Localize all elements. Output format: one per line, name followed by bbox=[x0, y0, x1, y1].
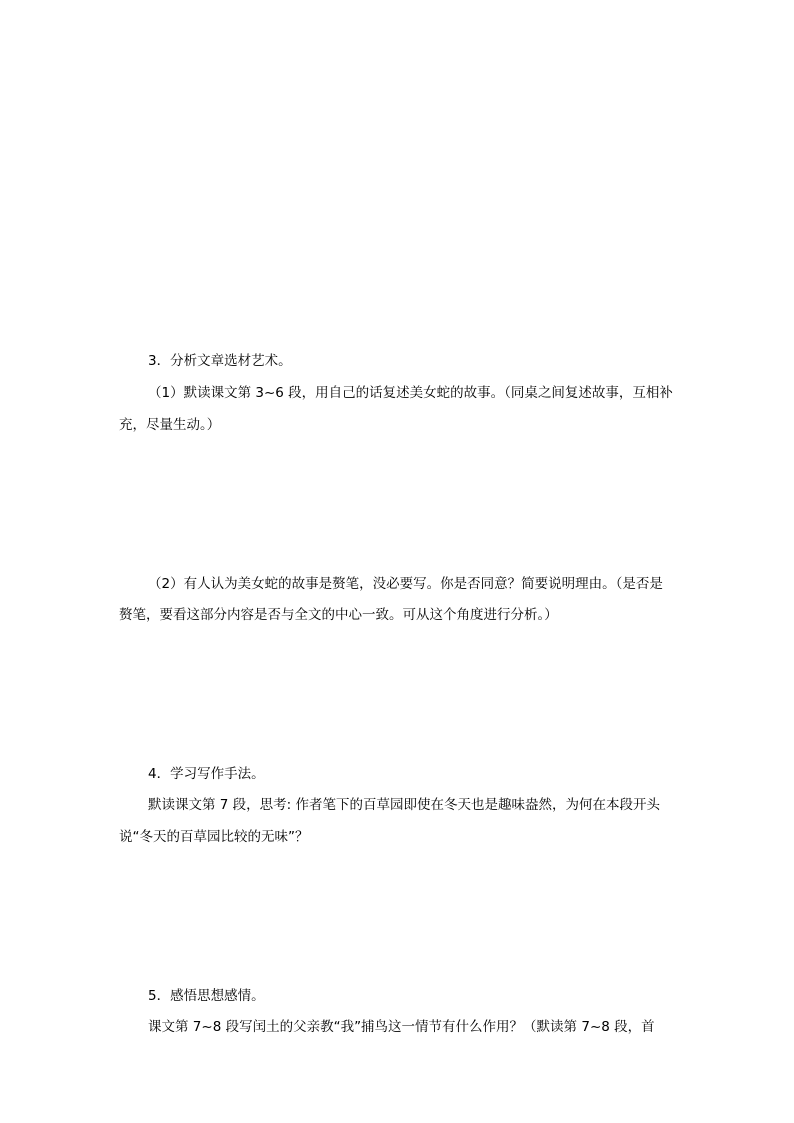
section-3-question-2-line-2: 赘笔，要看这部分内容是否与全文的中心一致。可从这个角度进行分析。） bbox=[119, 607, 558, 623]
section-3-heading: 3．分析文章选材艺术。 bbox=[148, 353, 292, 369]
section-4-text-line-2: 说“冬天的百草园比较的无味”？ bbox=[119, 829, 309, 845]
section-3-question-2-line-1: （2）有人认为美女蛇的故事是赘笔，没必要写。你是否同意？简要说明理由。（是否是 bbox=[148, 576, 663, 592]
section-4-heading: 4．学习写作手法。 bbox=[148, 766, 265, 782]
section-3-question-1-line-2: 充，尽量生动。） bbox=[119, 417, 221, 433]
section-4-text-line-1: 默读课文第 7 段，思考: 作者笔下的百草园即使在冬天也是趣味盎然，为何在本段开头 bbox=[148, 797, 661, 813]
section-3-question-1-line-1: （1）默读课文第 3~6 段，用自己的话复述美女蛇的故事。（同桌之间复述故事，互相补 bbox=[148, 385, 673, 401]
section-5-heading: 5．感悟思想感情。 bbox=[148, 988, 265, 1004]
section-5-text-line-1: 课文第 7~8 段写闰土的父亲教“我”捕鸟这一情节有什么作用？（默读第 7~8 段，首 bbox=[148, 1019, 655, 1035]
